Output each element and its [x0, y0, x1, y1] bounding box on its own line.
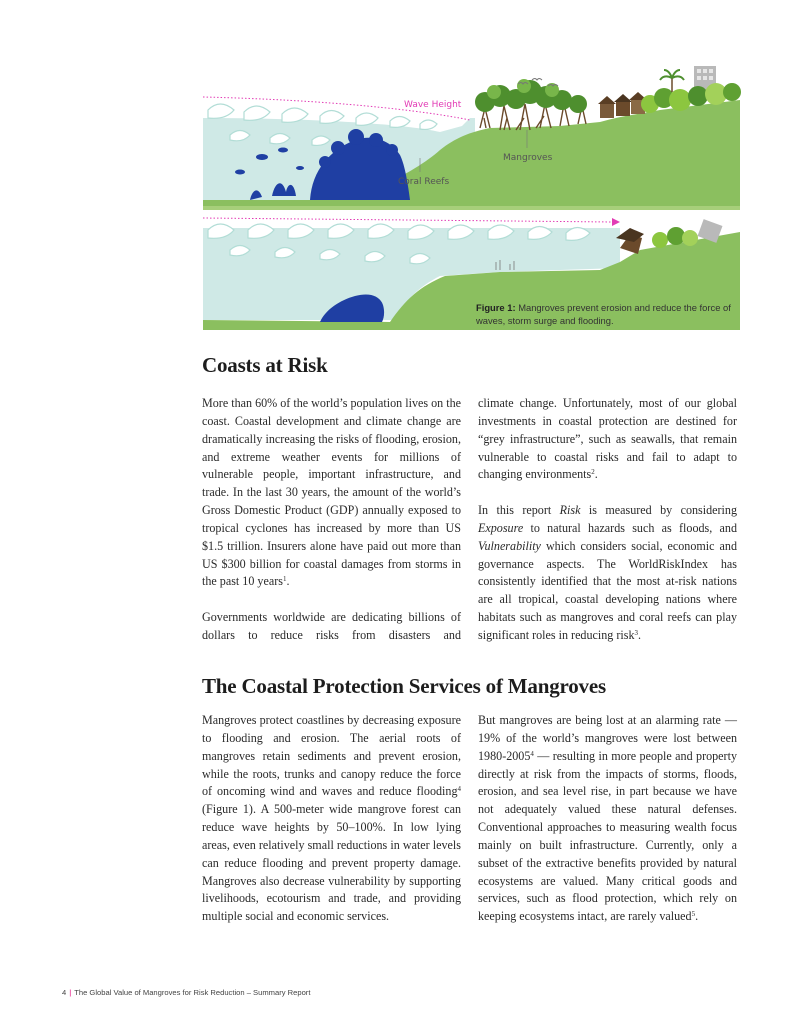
coastal-protection-left-column — [202, 712, 461, 926]
figure-1-illustration — [0, 0, 791, 340]
coral-reefs-label: Coral Reefs — [398, 177, 450, 187]
paragraph: In this report Risk is measured by considering Exposure to natural hazards such as floods, and Vulnerability which considers social, economic and governance aspects. The WorldRiskIndex has consistently identified that the most at-risk nations are all tropical, coastal developing nations where habitats such as mangroves and coral reefs can play significant roles in reducing risk$^3$. — [478, 503, 738, 642]
paragraph: Governments worldwide are dedicating billions of dollars to reduce risks from disasters and — [202, 610, 461, 642]
coasts-at-risk-left-column — [202, 395, 461, 645]
page-footer: 4 | The Global Value of Mangroves for Risk Reduction – Summary Report — [62, 988, 311, 997]
coasts-at-risk-heading: Coasts at Risk — [202, 353, 328, 377]
panel-with-mangroves — [203, 66, 741, 210]
mangroves-label: Mangroves — [503, 153, 553, 163]
paragraph: Mangroves protect coastlines by decreasing exposure to flooding and erosion. The aerial roots of mangroves retain sediments and prevent erosion, while the roots, trunks and canopy reduce the force of oncoming wind and waves and reduce flooding$^4$ (Figure 1). A 500-meter wide mangrove forest can reduce wave heights by 50–100%. In low lying areas, even relatively small reductions in water levels can reduce flooding and prevent property damage. Mangroves also decrease vulnerability by supporting livelihoods, ecotourism and trade, and providing multiple social and economic services. — [202, 713, 461, 924]
coastal-protection-heading: The Coastal Protection Services of Mangroves — [202, 674, 606, 698]
wave-height-label: Wave Height — [404, 100, 462, 110]
mangrove-trees-top — [475, 79, 587, 130]
paragraph: More than 60% of the world’s population lives on the coast. Coastal development and climate change are dramatically increasing the risks of flooding, erosion, and extreme weather events for millions of vulnerable people, important infrastructure, and trade. In the last 30 years, the amount of the world’s Gross Domestic Product (GDP) annually exposed to tropical cyclones has increased by more than US $1.5 trillion. Insurers alone have paid out more than US $300 billion for coastal damages from storms in the past 10 years$^1$. — [202, 396, 461, 589]
paragraph: But mangroves are being lost at an alarming rate — 19% of the world’s mangroves were lost between 1980-2005$^4$ — resulting in more people and property directly at risk from the impacts of storms, floods, erosion, and sea level rise, in part because we have not adequately valued these natural defenses. Conventional approaches to measuring wealth focus mainly on built infrastructure. Currently, only a subset of the extractive benefits provided by natural ecosystems are valued. Many critical goods and services, such as flood protection, which rely on keeping ecosystems intact, are rarely valued$^5$. — [478, 713, 737, 924]
report-title: The Global Value of Mangroves for Risk Reduction – Summary Report — [74, 988, 311, 997]
coasts-at-risk-right-column — [478, 395, 737, 645]
coastal-protection-right-column — [478, 712, 737, 926]
paragraph: climate change. Unfortunately, most of our global investments in coastal protection are destined for “grey infrastructure”, such as seawalls, that remain vulnerable to coastal risks and fail to adapt to changing environments$^2$. — [478, 396, 737, 482]
figure-caption: Figure 1: Mangroves prevent erosion and reduce the force of waves, storm surge and flooding. — [476, 302, 731, 326]
page-number: 4 — [62, 988, 67, 997]
storm-surge-arrow — [203, 218, 612, 222]
